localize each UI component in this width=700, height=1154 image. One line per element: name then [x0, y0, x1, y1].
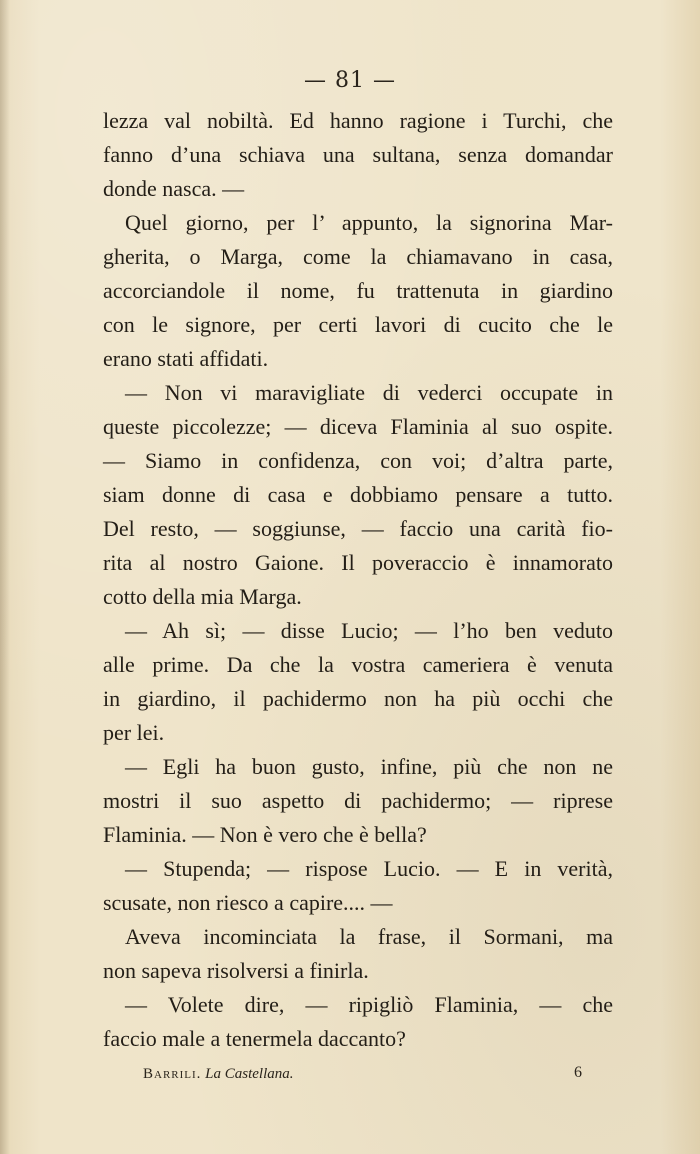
signature-mark: 6 — [574, 1064, 582, 1081]
text-line: Flaminia. — Non è vero che è bella? — [103, 822, 427, 847]
footer-author: Barrili. — [143, 1066, 202, 1082]
text-line: Quel giorno, per l’ appunto, la signorina Mar- — [125, 210, 613, 235]
text-line: queste piccolezze; — diceva Flaminia al suo ospite. — [103, 414, 613, 439]
text-line: Del resto, — soggiunse, — faccio una carità fio- — [103, 516, 613, 541]
text-line: fanno d’una schiava una sultana, senza domandar — [103, 142, 613, 167]
text-line: gherita, o Marga, come la chiamavano in casa, — [103, 244, 613, 269]
text-line: alle prime. Da che la vostra cameriera è venuta — [103, 652, 613, 677]
text-line: — Ah sì; — disse Lucio; — l’ho ben veduto — [125, 618, 613, 643]
text-line: accorciandole il nome, fu trattenuta in giardino — [103, 278, 613, 303]
page-number: — 81 — — [304, 68, 396, 93]
text-line: rita al nostro Gaione. Il poveraccio è innamorato — [103, 550, 613, 575]
text-line: in giardino, il pachidermo non ha più occhi che — [103, 686, 613, 711]
text-line: lezza val nobiltà. Ed hanno ragione i Turchi, che — [103, 108, 613, 133]
text-line: — Egli ha buon gusto, infine, più che non ne — [125, 754, 613, 779]
text-line: erano stati affidati. — [103, 346, 269, 371]
text-line: cotto della mia Marga. — [103, 584, 302, 609]
text-line: donde nasca. — — [103, 176, 245, 201]
text-line: — Volete dire, — ripigliò Flaminia, — che — [125, 992, 613, 1017]
page-edge-shadow — [0, 0, 10, 1154]
page-body-text — [103, 104, 613, 1056]
page-footer — [143, 1066, 583, 1083]
text-line: scusate, non riesco a capire.... — — [103, 890, 393, 915]
text-line: con le signore, per certi lavori di cucito che le — [103, 312, 613, 337]
footer-title: La Castellana. — [205, 1066, 294, 1082]
text-line: Aveva incominciata la frase, il Sormani, ma — [125, 924, 613, 949]
text-line: — Stupenda; — rispose Lucio. — E in verità, — [125, 856, 613, 881]
text-line: mostri il suo aspetto di pachidermo; — riprese — [103, 788, 613, 813]
text-line: faccio male a tenermela daccanto? — [103, 1026, 406, 1051]
text-line: per lei. — [103, 720, 165, 745]
text-line: — Siamo in confidenza, con voi; d’altra parte, — [103, 448, 613, 473]
text-line: non sapeva risolversi a finirla. — [103, 958, 369, 983]
text-line: — Non vi maravigliate di vederci occupate in — [125, 380, 613, 405]
text-line: siam donne di casa e dobbiamo pensare a tutto. — [103, 482, 613, 507]
